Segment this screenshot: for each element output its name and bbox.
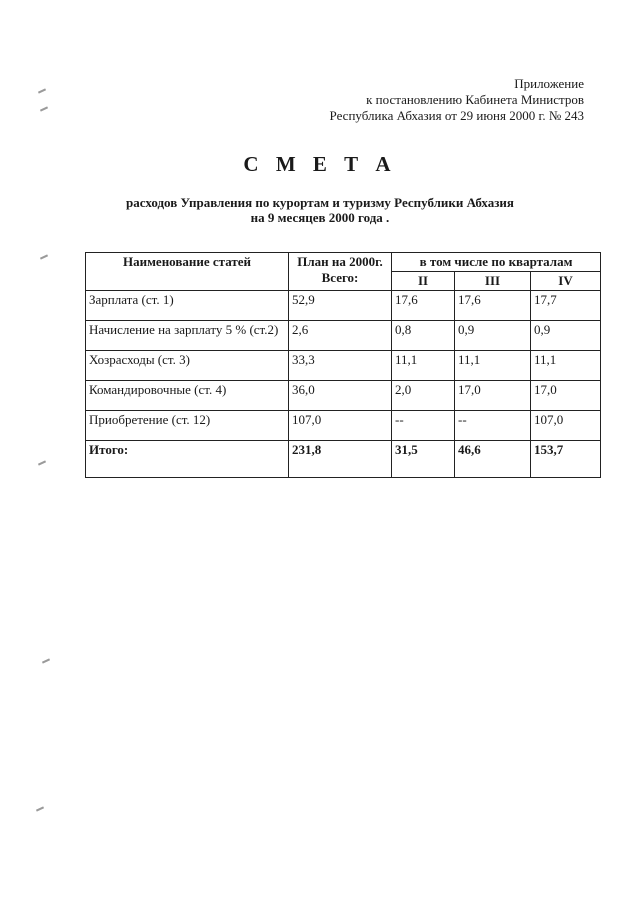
row-q3: 0,9 — [455, 321, 531, 351]
row-plan: 33,3 — [289, 351, 392, 381]
table-row — [86, 291, 601, 321]
table-row — [86, 351, 601, 381]
appendix-line-3: Республика Абхазия от 29 июня 2000 г. № 243 — [329, 108, 584, 123]
row-plan: 107,0 — [289, 411, 392, 441]
row-q4: 107,0 — [531, 411, 601, 441]
scan-speck — [42, 658, 50, 663]
appendix-block — [330, 76, 584, 124]
row-q2: 2,0 — [392, 381, 455, 411]
header-quarters: в том числе по кварталам — [392, 253, 601, 272]
table-row — [86, 321, 601, 351]
table-total-row — [86, 441, 601, 478]
row-q3: 11,1 — [455, 351, 531, 381]
row-name: Командировочные (ст. 4) — [86, 381, 289, 411]
estimate-table — [85, 252, 601, 478]
table-row — [86, 381, 601, 411]
row-name: Хозрасходы (ст. 3) — [86, 351, 289, 381]
row-name: Начисление на зарплату 5 % (ст.2) — [86, 321, 289, 351]
total-q3: 46,6 — [455, 441, 531, 478]
scan-speck — [38, 460, 46, 465]
header-q2: II — [392, 272, 455, 291]
row-name: Зарплата (ст. 1) — [86, 291, 289, 321]
scan-speck — [38, 88, 46, 93]
header-q3: III — [455, 272, 531, 291]
subtitle-line-2: на 9 месяцев 2000 года . — [250, 210, 390, 225]
row-q4: 17,7 — [531, 291, 601, 321]
subtitle-line-1: расходов Управления по курортам и туризму Республики Абхазия — [126, 195, 514, 210]
row-plan: 2,6 — [289, 321, 392, 351]
appendix-line-2: к постановлению Кабинета Министров — [366, 92, 584, 107]
row-q3: -- — [455, 411, 531, 441]
row-q4: 17,0 — [531, 381, 601, 411]
header-plan-line-1: План на 2000г. — [297, 254, 383, 269]
document-subtitle — [0, 195, 640, 225]
table-row — [86, 411, 601, 441]
total-name: Итого: — [86, 441, 289, 478]
row-q2: -- — [392, 411, 455, 441]
table-header-row — [86, 253, 601, 272]
row-q2: 17,6 — [392, 291, 455, 321]
row-plan: 52,9 — [289, 291, 392, 321]
header-q4: IV — [531, 272, 601, 291]
header-name: Наименование статей — [86, 253, 289, 291]
document-title: С М Е Т А — [243, 152, 397, 176]
row-plan: 36,0 — [289, 381, 392, 411]
total-plan: 231,8 — [289, 441, 392, 478]
total-q2: 31,5 — [392, 441, 455, 478]
header-plan — [289, 253, 392, 291]
appendix-line-1: Приложение — [514, 76, 584, 91]
scan-speck — [40, 254, 48, 259]
scan-speck — [36, 806, 44, 811]
row-q2: 11,1 — [392, 351, 455, 381]
row-q4: 0,9 — [531, 321, 601, 351]
row-name: Приобретение (ст. 12) — [86, 411, 289, 441]
header-plan-line-2: Всего: — [321, 270, 359, 285]
scan-speck — [40, 106, 48, 111]
total-q4: 153,7 — [531, 441, 601, 478]
row-q3: 17,0 — [455, 381, 531, 411]
row-q4: 11,1 — [531, 351, 601, 381]
row-q3: 17,6 — [455, 291, 531, 321]
row-q2: 0,8 — [392, 321, 455, 351]
